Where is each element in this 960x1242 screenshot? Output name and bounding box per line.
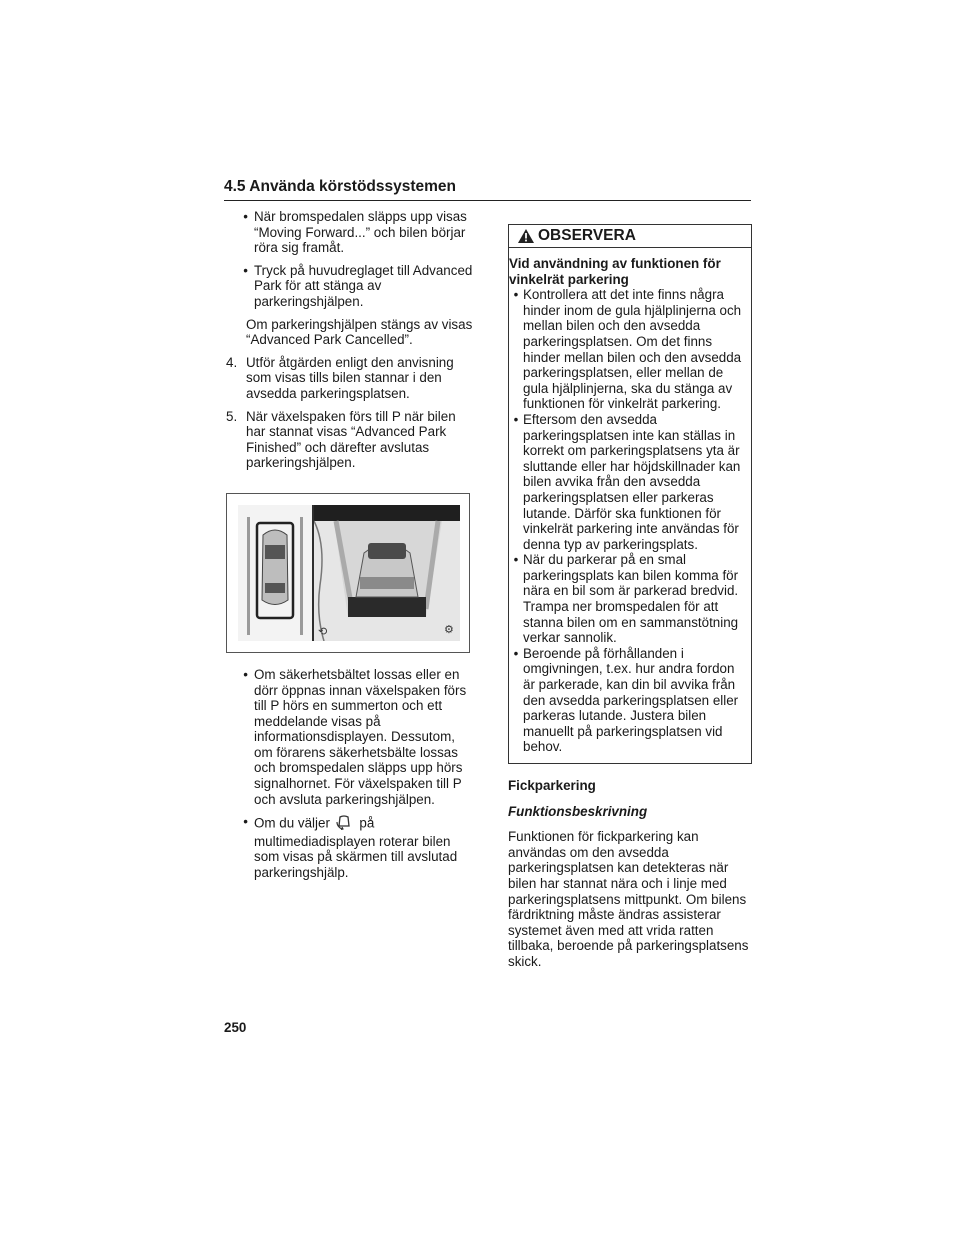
bullet-text: Tryck på huvudreglaget till Advanced Park för att stänga av parkeringshjälpen.: [254, 262, 473, 309]
warning-item: [509, 646, 745, 755]
section-header: 4.5 Använda körstödssystemen: [224, 178, 751, 201]
left-column: [226, 209, 476, 888]
bullet-text-after-icon: på multimediadisplayen roterar bilen som visas på skärmen till avslutad parkeringshjälp.: [254, 815, 458, 881]
step-number: 4.: [226, 354, 238, 370]
warning-header: [509, 225, 751, 248]
bullet-text-with-icon: [254, 814, 476, 880]
cancel-note: Om parkeringshjälpen stängs av visas “Advanced Park Cancelled”.: [246, 316, 473, 348]
bullet-dot: •: [513, 287, 519, 303]
camera-view: [314, 505, 460, 641]
numbered-step-4: [226, 355, 476, 402]
warning-triangle-icon: [517, 228, 535, 244]
bullet-text: Om säkerhetsbältet lossas eller en dörr öppnas innan växelspaken förs till P hörs en summerton och ett meddelande visas på informationsdisplayen. Dessutom, om förarens säkerhetsbälte lossas och bromspedalen släpps upp hörs signalhornet. För växelspaken till P och avsluta parkeringshjälpen.: [254, 666, 467, 807]
page-number: 250: [224, 1020, 247, 1035]
warning-item-text: Beroende på förhållanden i omgivningen, t.ex. hur andra fordon är parkerade, kan din bil avvika från den avsedda parkeringsplatsen eller parkeras lutande. Justera bilen manuellt på parkeringsplatsen vid behov.: [523, 645, 739, 755]
step-number: 5.: [226, 408, 238, 424]
bullet-dot: •: [513, 552, 519, 568]
warning-title: Vid användning av funktionen för vinkelrät parkering: [509, 256, 721, 287]
bullet-dot: •: [243, 814, 248, 830]
top-down-view: [238, 505, 312, 641]
section-title: Fickparkering: [508, 778, 596, 793]
warning-item-text: När du parkerar på en smal parkeringsplats kan bilen komma för nära en bil som är parkerad bredvid. Trampa ner bromspedalen för att stanna bilen om en sammanstötning verkar sannolik.: [523, 552, 739, 646]
warning-body: [509, 248, 751, 763]
right-column: [508, 224, 752, 970]
warning-label: OBSERVERA: [538, 227, 636, 245]
bullet-item: [226, 209, 476, 256]
warning-item-text: Eftersom den avsedda parkeringsplatsen inte kan ställas in korrekt om parkeringsplatsens yta är sluttande eller har höjdskillnader kan bilen avvika från den avsedda parkeringsplatsen eller parkeras lutande. Därför ska funktionen för vinkelrät parkering inte användas för denna typ av parkeringsplats.: [523, 411, 741, 552]
bullet-item: [226, 667, 476, 807]
warning-item: [509, 287, 745, 412]
bullet-item: [226, 263, 476, 310]
warning-item-text: Kontrollera att det inte finns några hinder inom de gula hjälplinjerna och mellan bilen och den avsedda parkeringsplatsen. Om det finns hinder mellan bilen och den avsedda parkeringsplatsen, eller mellan de gula hjälplinjerna, ska du stänga av funktionen för vinkelrät parkering.: [523, 287, 742, 412]
parking-display-illustration: [226, 493, 470, 653]
numbered-step-5: [226, 409, 476, 471]
bullet-item: [226, 814, 476, 880]
bullet-dot: •: [243, 209, 248, 224]
bullet-text: När bromspedalen släpps upp visas “Moving Forward...” och bilen börjar röra sig framåt.: [254, 209, 467, 256]
svg-text:⟲: ⟲: [318, 624, 328, 638]
step-text: När växelspaken förs till P när bilen har stannat visas “Advanced Park Finished” och därefter avslutas parkeringshjälpen.: [246, 408, 456, 471]
multimedia-screen: [238, 505, 460, 641]
bullet-text-before-icon: Om du väljer: [254, 815, 330, 831]
bullet-dot: •: [243, 262, 248, 278]
svg-text:⚙: ⚙: [444, 622, 454, 636]
warning-item: [509, 552, 745, 646]
warning-item: [509, 412, 745, 552]
bullet-dot: •: [513, 411, 519, 427]
warning-box: [508, 224, 752, 764]
bullet-dot: •: [243, 666, 248, 682]
parking-assist-icon: [334, 814, 356, 834]
step-text: Utför åtgärden enligt den anvisning som visas tills bilen stannar i den avsedda parkeringsplatsen.: [246, 354, 454, 401]
body-paragraph: Funktionen för fickparkering kan användas om den avsedda parkeringsplatsen kan detekteras när bilen har stannat nära och i linje med parkeringsplatsens mittpunkt. Om bilens färdriktning måste ändras assisterar systemet även med att vrida ratten tillbaka, beroende på parkeringsplatsens skick.: [508, 829, 749, 969]
subsection-title: Funktionsbeskrivning: [508, 803, 648, 819]
bullet-dot: •: [513, 645, 519, 661]
